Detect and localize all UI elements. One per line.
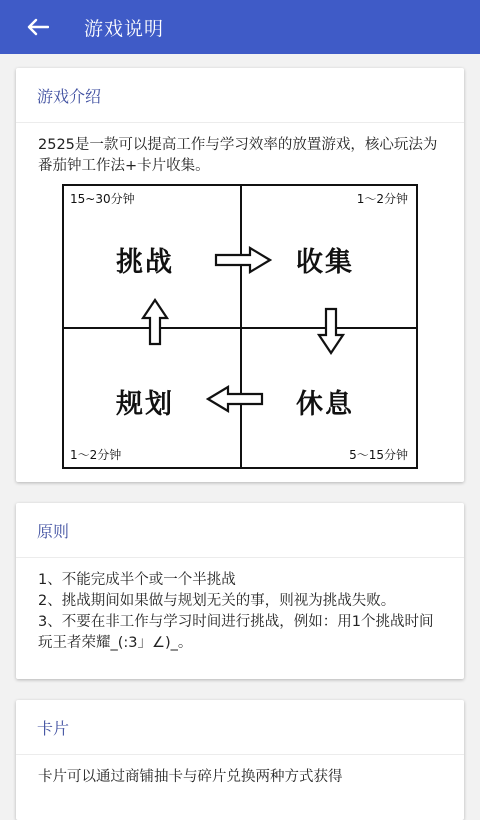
principle-item: 1、不能完成半个或一个半挑战 <box>38 572 236 588</box>
collect-time: 1～2分钟 <box>356 192 408 206</box>
pomodoro-cycle-diagram <box>62 184 418 469</box>
app-bar <box>0 0 480 54</box>
cards-text: 卡片可以通过商铺抽卡与碎片兑换两种方式获得 <box>38 769 343 785</box>
intro-text: 2525是一款可以提高工作与学习效率的放置游戏，核心玩法为番茄钟工作法+卡片收集。 <box>38 137 438 174</box>
challenge-time: 15~30分钟 <box>70 192 135 206</box>
intro-card <box>16 68 464 482</box>
arrow-up-icon <box>141 298 169 346</box>
arrow-right-icon <box>214 246 272 274</box>
principles-card <box>16 503 464 679</box>
principle-item: 3、不要在非工作与学习时间进行挑战，例如：用1个挑战时间玩王者荣耀_(:3」∠)_。 <box>38 614 434 651</box>
step-challenge: 挑战 <box>116 247 174 278</box>
step-plan: 规划 <box>116 389 174 420</box>
plan-time: 1～2分钟 <box>70 448 122 462</box>
principles-card-title: 原则 <box>16 503 464 558</box>
principle-item: 2、挑战期间如果做与规划无关的事，则视为挑战失败。 <box>38 593 396 609</box>
back-button[interactable] <box>10 0 66 54</box>
diagram-horizontal-divider <box>64 327 416 329</box>
cards-card <box>16 700 464 820</box>
step-rest: 休息 <box>296 389 354 420</box>
intro-card-title: 游戏介绍 <box>16 68 464 123</box>
arrow-left-icon <box>27 18 49 36</box>
arrow-left-icon <box>206 385 264 413</box>
principles-list <box>16 558 464 654</box>
rest-time: 5～15分钟 <box>349 448 408 462</box>
page-title: 游戏说明 <box>84 17 165 40</box>
cards-card-title: 卡片 <box>16 700 464 755</box>
arrow-down-icon <box>317 307 345 355</box>
step-collect: 收集 <box>296 247 354 278</box>
